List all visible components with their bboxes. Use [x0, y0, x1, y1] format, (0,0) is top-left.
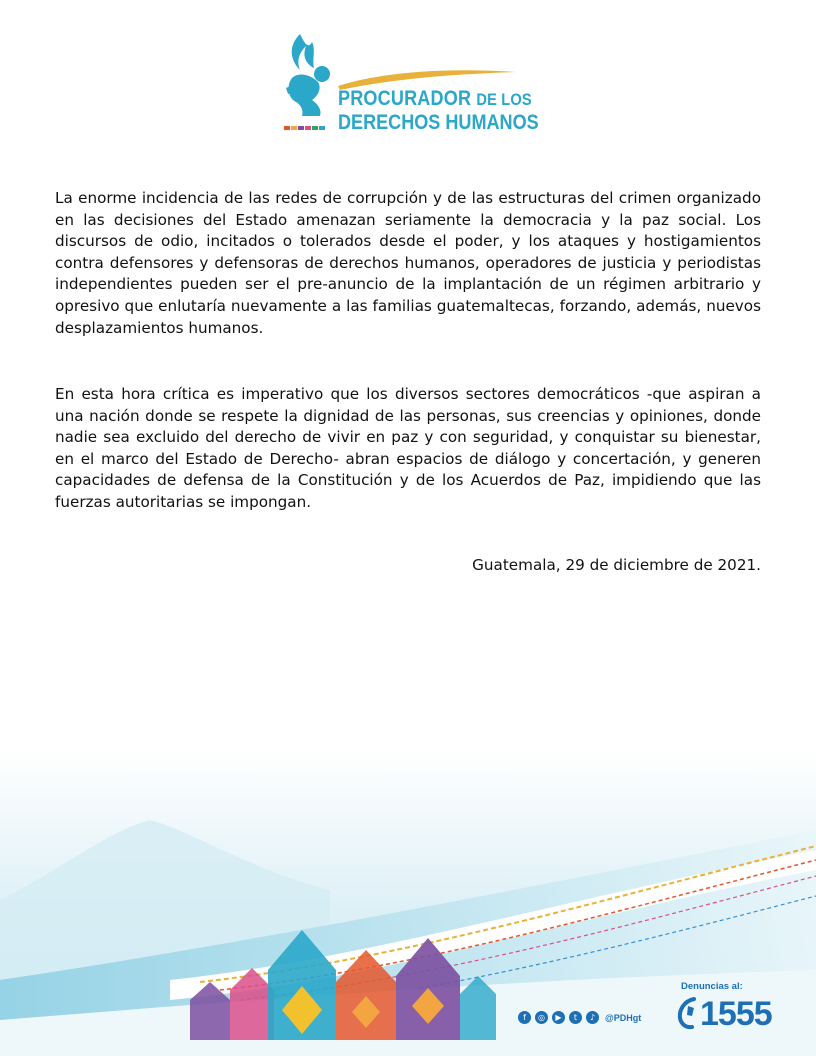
org-name-small: DE LOS: [476, 90, 532, 109]
dateline: Guatemala, 29 de diciembre de 2021.: [472, 556, 761, 574]
org-name-main: PROCURADOR: [338, 87, 472, 110]
twitter-icon[interactable]: t: [569, 1011, 582, 1024]
org-name-line1: [338, 87, 532, 112]
org-name-line2: DERECHOS HUMANOS: [338, 111, 539, 134]
report-number[interactable]: 1555: [700, 995, 772, 1033]
report-label: Denuncias al:: [681, 981, 743, 992]
instagram-icon[interactable]: ◎: [535, 1011, 548, 1024]
social-handle[interactable]: @PDHgt: [605, 1012, 642, 1023]
social-links: [518, 1011, 641, 1024]
phone-icon: [676, 996, 702, 1030]
facebook-icon[interactable]: f: [518, 1011, 531, 1024]
pdh-logo: [278, 30, 538, 142]
statement-paragraph-2: En esta hora crítica es imperativo que los diversos sectores democráticos -que aspiran a una nación donde se respete la dignidad de las personas, sus creencias y opiniones, donde nadie sea excluido del derecho de vivir en paz y con seguridad, y conquistar su bienestar, en el marco del Estado de Derecho- abran espacios de diálogo y concertación, y generen capacidades de defensa de la Constitución y de los Acuerdos de Paz, impidiendo que las fuerzas autoritarias se impongan.: [55, 385, 761, 511]
statement-paragraph-1: La enorme incidencia de las redes de corrupción y de las estructuras del crimen organizado en las decisiones del Estado amenazan seriamente la democracia y la paz social. Los discursos de odio, incitados o tolerados desde el poder, y los ataques y hostigamientos contra defensores y defensoras de derechos humanos, operadores de justicia y periodistas independientes pueden ser el pre-anuncio de la implantación de un régimen arbitrario y opresivo que enlutaría nuevamente a las familias guatemaltecas, forzando, además, nuevos desplazamientos humanos.: [55, 189, 761, 337]
youtube-icon[interactable]: ▶: [552, 1011, 565, 1024]
tiktok-icon[interactable]: ♪: [586, 1011, 599, 1024]
